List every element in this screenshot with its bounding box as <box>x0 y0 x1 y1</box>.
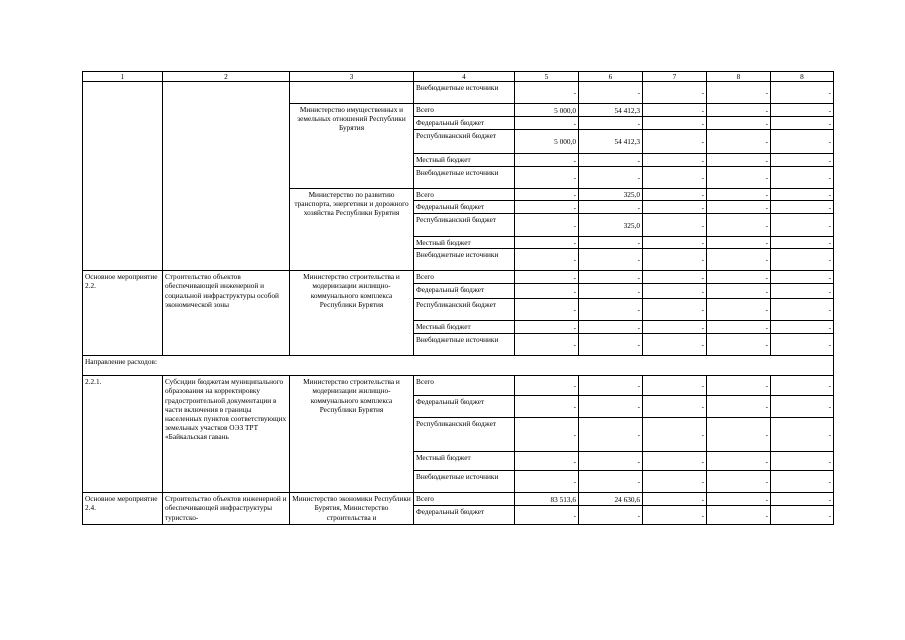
value-cell: 83 513,6 <box>515 493 579 506</box>
value-cell: - <box>771 452 834 471</box>
value-cell: - <box>771 271 834 284</box>
value-cell: - <box>707 321 771 334</box>
value-cell: - <box>771 189 834 201</box>
value-cell: - <box>643 299 707 321</box>
value-cell: 5 000,0 <box>515 130 579 154</box>
value-cell: - <box>771 284 834 299</box>
value-cell: - <box>579 376 643 396</box>
section-title: Направление расходов: <box>83 356 834 376</box>
value-cell: - <box>579 249 643 271</box>
value-cell: - <box>515 214 579 237</box>
value-cell: - <box>707 167 771 189</box>
value-cell: - <box>515 334 579 356</box>
value-cell: - <box>707 493 771 506</box>
source-cell: Республиканский бюджет <box>414 418 515 452</box>
value-cell: - <box>707 154 771 167</box>
value-cell: - <box>707 271 771 284</box>
value-cell: - <box>579 299 643 321</box>
value-cell: - <box>643 418 707 452</box>
value-cell: - <box>771 201 834 214</box>
value-cell: - <box>515 154 579 167</box>
value-cell: - <box>515 376 579 396</box>
value-cell: - <box>771 82 834 104</box>
value-cell: - <box>771 418 834 452</box>
column-header: 8 <box>771 72 834 82</box>
value-cell: - <box>579 167 643 189</box>
value-cell: - <box>707 189 771 201</box>
value-cell: - <box>643 82 707 104</box>
responsible-ministry: Министерство строительства и модернизации жилищно-коммунального комплекса Республики Бурятия <box>290 376 414 493</box>
value-cell: - <box>707 249 771 271</box>
value-cell: - <box>643 471 707 493</box>
table-row <box>83 356 834 376</box>
value-cell: - <box>643 214 707 237</box>
source-cell: Местный бюджет <box>414 154 515 167</box>
value-cell: - <box>515 299 579 321</box>
value-cell: - <box>515 418 579 452</box>
value-cell: - <box>771 249 834 271</box>
value-cell: - <box>707 506 771 525</box>
value-cell: - <box>643 321 707 334</box>
value-cell: - <box>643 130 707 154</box>
source-cell: Внебюджетные источники <box>414 334 515 356</box>
value-cell: - <box>643 189 707 201</box>
value-cell: 325,0 <box>579 189 643 201</box>
measure-name: Строительство объектов инженерной и обеспечивающей инфраструктуры туристско- <box>163 493 290 525</box>
empty-cell <box>290 82 414 104</box>
value-cell: - <box>643 396 707 418</box>
source-cell: Всего <box>414 271 515 284</box>
value-cell: - <box>707 284 771 299</box>
value-cell: - <box>515 321 579 334</box>
value-cell: 5 000,0 <box>515 104 579 117</box>
value-cell: - <box>707 104 771 117</box>
table-row <box>83 376 834 396</box>
measure-code: 2.2.1. <box>83 376 163 493</box>
source-cell: Местный бюджет <box>414 321 515 334</box>
value-cell: - <box>579 506 643 525</box>
value-cell: - <box>643 117 707 130</box>
value-cell: - <box>579 396 643 418</box>
value-cell: - <box>771 299 834 321</box>
value-cell: - <box>579 452 643 471</box>
source-cell: Внебюджетные источники <box>414 249 515 271</box>
value-cell: - <box>771 506 834 525</box>
value-cell: - <box>579 321 643 334</box>
value-cell: - <box>579 154 643 167</box>
source-cell: Всего <box>414 104 515 117</box>
column-header: 2 <box>163 72 290 82</box>
value-cell: - <box>707 471 771 493</box>
responsible-ministry: Министерство экономики Республики Бурятия, Министерство строительства и <box>290 493 414 525</box>
value-cell: - <box>707 418 771 452</box>
table-row <box>83 271 834 284</box>
value-cell: - <box>643 506 707 525</box>
value-cell: - <box>707 334 771 356</box>
value-cell: - <box>707 82 771 104</box>
value-cell: - <box>707 396 771 418</box>
value-cell: - <box>707 376 771 396</box>
source-cell: Внебюджетные источники <box>414 471 515 493</box>
column-header: 5 <box>515 72 579 82</box>
source-cell: Республиканский бюджет <box>414 130 515 154</box>
column-header: 4 <box>414 72 515 82</box>
value-cell: - <box>771 237 834 249</box>
source-cell: Федеральный бюджет <box>414 117 515 130</box>
value-cell: - <box>643 167 707 189</box>
measure-name: Субсидии бюджетам муниципального образования на корректировку градостроительной документации в части включения в границы населенных пунктов соответствующих земельных участков ОЭЗ ТРТ «Байкальская гавань <box>163 376 290 493</box>
value-cell: - <box>515 452 579 471</box>
value-cell: 54 412,3 <box>579 104 643 117</box>
source-cell: Внебюджетные источники <box>414 167 515 189</box>
value-cell: - <box>771 376 834 396</box>
source-cell: Всего <box>414 189 515 201</box>
column-header: 1 <box>83 72 163 82</box>
value-cell: - <box>515 237 579 249</box>
value-cell: - <box>771 167 834 189</box>
source-cell: Всего <box>414 493 515 506</box>
value-cell: - <box>771 334 834 356</box>
value-cell: - <box>707 237 771 249</box>
source-cell: Федеральный бюджет <box>414 396 515 418</box>
source-cell: Республиканский бюджет <box>414 214 515 237</box>
empty-cell <box>163 82 290 271</box>
column-header: 8 <box>707 72 771 82</box>
value-cell: - <box>579 284 643 299</box>
source-cell: Всего <box>414 376 515 396</box>
value-cell: - <box>771 396 834 418</box>
value-cell: - <box>515 82 579 104</box>
value-cell: - <box>707 201 771 214</box>
measure-name: Строительство объектов обеспечивающей инженерной и социальной инфраструктуры особой экономической зоны <box>163 271 290 356</box>
measure-code: Основное мероприятие 2.4. <box>83 493 163 525</box>
value-cell: - <box>643 284 707 299</box>
value-cell: - <box>515 117 579 130</box>
empty-cell <box>83 82 163 271</box>
value-cell: - <box>707 452 771 471</box>
value-cell: - <box>515 396 579 418</box>
source-cell: Федеральный бюджет <box>414 284 515 299</box>
value-cell: 325,0 <box>579 214 643 237</box>
source-cell: Местный бюджет <box>414 452 515 471</box>
value-cell: - <box>771 117 834 130</box>
value-cell: - <box>579 237 643 249</box>
source-cell: Местный бюджет <box>414 237 515 249</box>
source-cell: Федеральный бюджет <box>414 201 515 214</box>
value-cell: - <box>643 452 707 471</box>
value-cell: - <box>643 237 707 249</box>
value-cell: - <box>643 493 707 506</box>
value-cell: - <box>579 418 643 452</box>
value-cell: - <box>643 376 707 396</box>
column-header: 7 <box>643 72 707 82</box>
value-cell: - <box>643 249 707 271</box>
value-cell: - <box>515 189 579 201</box>
value-cell: - <box>707 117 771 130</box>
value-cell: - <box>771 154 834 167</box>
value-cell: - <box>515 167 579 189</box>
value-cell: - <box>771 321 834 334</box>
header-row <box>83 72 834 82</box>
budget-table-body <box>83 72 834 525</box>
value-cell: - <box>579 334 643 356</box>
responsible-ministry: Министерство по развитию транспорта, энергетики и дорожного хозяйства Республики Бурятия <box>290 189 414 271</box>
value-cell: - <box>579 271 643 284</box>
value-cell: - <box>771 130 834 154</box>
value-cell: - <box>707 130 771 154</box>
value-cell: - <box>579 117 643 130</box>
value-cell: - <box>771 214 834 237</box>
value-cell: - <box>643 334 707 356</box>
value-cell: - <box>707 299 771 321</box>
source-cell: Федеральный бюджет <box>414 506 515 525</box>
value-cell: - <box>515 201 579 214</box>
value-cell: - <box>643 271 707 284</box>
source-cell: Внебюджетные источники <box>414 82 515 104</box>
budget-table <box>82 71 834 525</box>
measure-code: Основное мероприятие 2.2. <box>83 271 163 356</box>
value-cell: - <box>707 214 771 237</box>
source-cell: Республиканский бюджет <box>414 299 515 321</box>
column-header: 3 <box>290 72 414 82</box>
column-header: 6 <box>579 72 643 82</box>
value-cell: - <box>515 271 579 284</box>
value-cell: - <box>771 471 834 493</box>
value-cell: - <box>515 506 579 525</box>
value-cell: - <box>579 471 643 493</box>
value-cell: - <box>643 154 707 167</box>
value-cell: - <box>515 249 579 271</box>
value-cell: - <box>515 471 579 493</box>
table-row <box>83 82 834 104</box>
value-cell: - <box>643 104 707 117</box>
value-cell: - <box>515 284 579 299</box>
value-cell: - <box>643 201 707 214</box>
responsible-ministry: Министерство имущественных и земельных отношений Республики Бурятия <box>290 104 414 189</box>
responsible-ministry: Министерство строительства и модернизации жилищно-коммунального комплекса Республики Бурятия <box>290 271 414 356</box>
value-cell: 54 412,3 <box>579 130 643 154</box>
value-cell: - <box>771 493 834 506</box>
value-cell: 24 630,6 <box>579 493 643 506</box>
value-cell: - <box>771 104 834 117</box>
value-cell: - <box>579 82 643 104</box>
table-row <box>83 493 834 506</box>
value-cell: - <box>579 201 643 214</box>
